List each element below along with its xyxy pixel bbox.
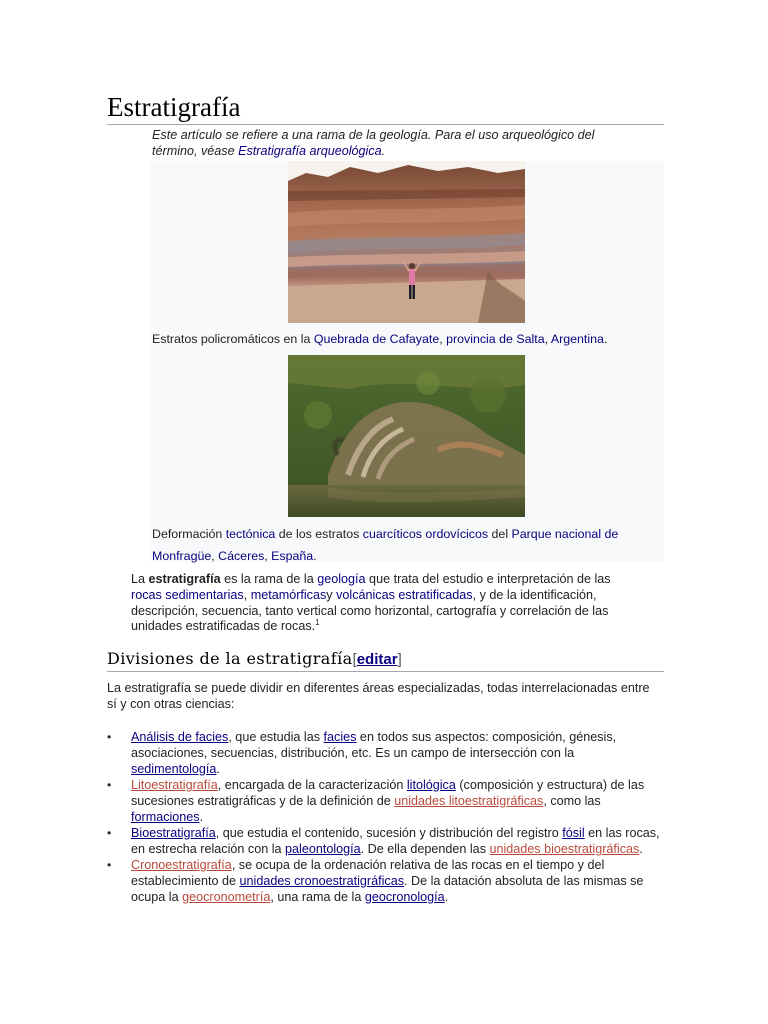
bullet-icon: • xyxy=(107,858,112,872)
link-litoestratigrafia[interactable]: Litoestratigrafía xyxy=(131,778,218,792)
link-facies[interactable]: facies xyxy=(323,730,357,744)
list-item-litoestratigrafia xyxy=(107,777,664,825)
link-geocronometria[interactable]: geocronometría xyxy=(182,890,271,904)
caption-2-text: de los estratos xyxy=(275,527,363,541)
list-text: . xyxy=(199,810,204,824)
caption-1-sep: , xyxy=(544,332,551,346)
link-bioestratigrafia[interactable]: Bioestratigrafía xyxy=(131,826,216,840)
hatnote xyxy=(152,127,632,159)
section-heading-text: Divisiones de la estratigrafía xyxy=(107,649,353,668)
list-item-analisis-facies xyxy=(107,729,664,777)
lead-text: La xyxy=(131,572,149,586)
divisions-list xyxy=(107,729,664,905)
hatnote-text: Este artículo se refiere a una rama de la geología. Para el uso arqueológico del término, véase xyxy=(152,128,595,158)
caption-2-link-monfrague[interactable]: Parque nacional de Monfragüe xyxy=(152,527,619,563)
lead-text: es la rama de la xyxy=(220,572,318,586)
list-text: (composición y estructura) de las sucesiones estratigráficas y de la definición de xyxy=(131,778,645,808)
link-paleontologia[interactable]: paleontología xyxy=(285,842,361,856)
link-geocronologia[interactable]: geocronología xyxy=(364,890,445,904)
caption-2-sep: , xyxy=(264,549,272,563)
link-litologica[interactable]: litológica xyxy=(406,778,456,792)
list-text: , una rama de la xyxy=(270,890,365,904)
link-cronoestratigrafia[interactable]: Cronoestratigrafía xyxy=(131,858,232,872)
list-item-bioestratigrafia xyxy=(107,825,664,857)
link-metamorficas[interactable]: metamórficas xyxy=(250,587,327,602)
link-volcanicas[interactable]: volcánicas xyxy=(336,587,395,602)
link-sedimentologia[interactable]: sedimentología xyxy=(131,762,217,776)
caption-1-end: . xyxy=(603,332,608,346)
hatnote-link[interactable]: Estratigrafía arqueológica xyxy=(238,144,382,158)
list-text: , que estudia las xyxy=(228,730,324,744)
list-item-cronoestratigrafia xyxy=(107,857,664,905)
section-heading-divisiones xyxy=(107,648,664,672)
edit-section-link[interactable]: editar xyxy=(356,651,398,668)
caption-1-text: Estratos policromáticos en la xyxy=(152,332,314,346)
caption-2-link-espana[interactable]: España xyxy=(271,549,314,563)
section-edit xyxy=(353,651,402,668)
bullet-icon: • xyxy=(107,778,112,792)
list-text: , que estudia el contenido, sucesión y distribución del registro xyxy=(215,826,563,840)
infobox xyxy=(150,161,664,562)
caption-2-link-tectonica[interactable]: tectónica xyxy=(225,527,276,541)
list-text: . xyxy=(639,842,643,856)
link-rocas-sedimentarias[interactable]: rocas sedimentarias xyxy=(131,587,244,602)
strata-photo-monfrague[interactable] xyxy=(288,355,525,517)
lead-bold-term: estratigrafía xyxy=(148,572,221,586)
list-text: . De la datación absoluta de las mismas se ocupa la xyxy=(131,874,644,904)
lead-paragraph xyxy=(131,572,641,635)
caption-2-link-ordovicicos[interactable]: ordovícicos xyxy=(425,527,489,541)
list-text: , se ocupa de la ordenación relativa de las rocas en el tiempo y del establecimiento de xyxy=(131,858,605,888)
reference-marker[interactable]: 1 xyxy=(315,618,320,628)
link-unidades-cronoestratigraficas[interactable]: unidades cronoestratigráficas xyxy=(239,874,405,888)
lead-text: , xyxy=(243,587,251,602)
link-geologia[interactable]: geología xyxy=(317,572,366,586)
bullet-icon: • xyxy=(107,826,112,840)
caption-1-link-salta[interactable]: provincia de Salta xyxy=(446,332,545,346)
lead-text: que trata del estudio e interpretación de las xyxy=(365,572,611,586)
link-fosil[interactable]: fósil xyxy=(562,826,585,840)
list-text: en todos sus aspectos: composición, génesis, asociaciones, secuencias, distribución, etc. Es un campo de intersección con la xyxy=(131,730,617,760)
link-estratificadas[interactable]: estratificadas xyxy=(398,587,473,602)
list-text: , encargada de la caracterización xyxy=(217,778,407,792)
lead-text: , y de la identificación, descripción, secuencia, tanto vertical como horizontal, cartografía y correlación de las unidades estratificadas de rocas. xyxy=(131,587,609,634)
link-unidades-litoestratigraficas[interactable]: unidades litoestratigráficas xyxy=(394,794,544,808)
link-formaciones[interactable]: formaciones xyxy=(131,810,200,824)
link-unidades-bioestratigraficas[interactable]: unidades bioestratigráficas xyxy=(489,842,640,856)
caption-2-end: . xyxy=(313,549,317,563)
caption-2-text: Deformación xyxy=(152,527,226,541)
caption-2-text: del xyxy=(488,527,512,541)
infobox-caption-2 xyxy=(152,523,652,567)
caption-2-link-cuarciticos[interactable]: cuarcíticos xyxy=(362,527,422,541)
list-text: . xyxy=(444,890,449,904)
list-text: . xyxy=(216,762,220,776)
lead-text: y xyxy=(326,587,337,602)
list-text: en las rocas, en estrecha relación con la xyxy=(131,826,660,856)
list-text: , como las xyxy=(543,794,601,808)
caption-1-link-argentina[interactable]: Argentina xyxy=(550,332,604,346)
bullet-icon: • xyxy=(107,730,112,744)
strata-photo-cafayate[interactable] xyxy=(288,161,525,323)
caption-2-sep: , xyxy=(211,549,219,563)
hatnote-end: . xyxy=(381,144,386,158)
page-title: Estratigrafía xyxy=(107,90,664,125)
section-intro: La estratigrafía se puede dividir en diferentes áreas especializadas, todas interrelacionadas entre sí y con otras ciencias: xyxy=(107,681,650,711)
edit-bracket: [ xyxy=(352,651,357,668)
caption-2-link-caceres[interactable]: Cáceres xyxy=(218,549,265,563)
caption-1-sep: , xyxy=(439,332,447,346)
caption-1-link-quebrada[interactable]: Quebrada de Cafayate xyxy=(313,332,440,346)
list-text: . De ella dependen las xyxy=(360,842,490,856)
link-analisis-facies[interactable]: Análisis de facies xyxy=(131,730,229,744)
infobox-caption-1 xyxy=(152,331,652,347)
edit-bracket: ] xyxy=(397,651,402,668)
